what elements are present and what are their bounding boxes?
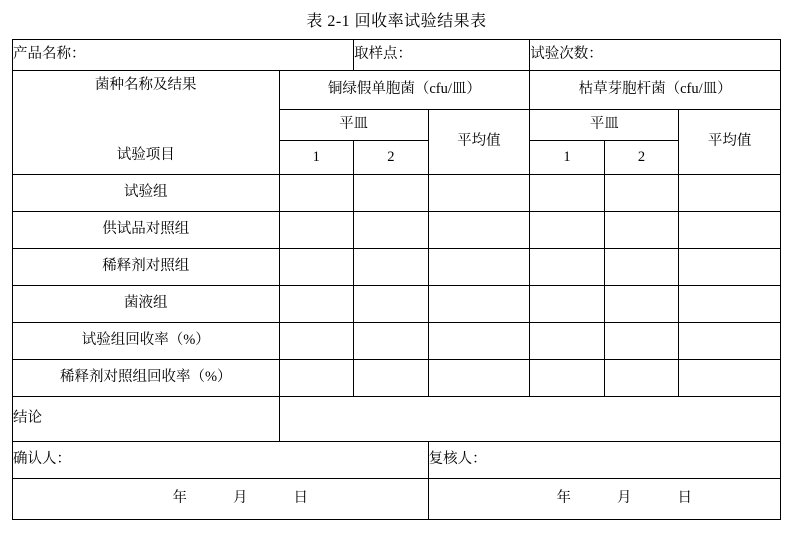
cell-value[interactable]	[604, 360, 679, 397]
cell-value[interactable]	[354, 175, 429, 212]
table-row-conclusion	[13, 397, 781, 442]
group-1-average-label: 平均值	[428, 110, 530, 175]
table-row-signature-dates	[13, 479, 781, 520]
cell-value[interactable]	[679, 360, 781, 397]
cell-value[interactable]	[428, 286, 530, 323]
review-date-year: 年	[556, 490, 572, 507]
review-person-label[interactable]: 复核人：	[428, 442, 780, 479]
group-1-name: 铜绿假单胞菌（cfu/皿）	[279, 71, 530, 110]
confirm-date-day: 日	[293, 490, 309, 507]
cell-value[interactable]	[604, 175, 679, 212]
conclusion-value[interactable]	[279, 397, 780, 442]
cell-value[interactable]	[604, 286, 679, 323]
row-label-bacteria-suspension-group: 菌液组	[13, 286, 280, 323]
cell-value[interactable]	[279, 323, 354, 360]
review-date-day: 日	[677, 490, 693, 507]
cell-value[interactable]	[279, 286, 354, 323]
group-2-plate-label: 平皿	[530, 110, 679, 141]
group-1-plate-col-1: 1	[279, 141, 354, 175]
cell-value[interactable]	[279, 175, 354, 212]
cell-value[interactable]	[679, 212, 781, 249]
group-2-average-label: 平均值	[679, 110, 781, 175]
group-2-name: 枯草芽胞杆菌（cfu/皿）	[530, 71, 781, 110]
table-row	[13, 175, 781, 212]
cell-value[interactable]	[530, 286, 605, 323]
cell-value[interactable]	[530, 323, 605, 360]
cell-value[interactable]	[530, 249, 605, 286]
cell-value[interactable]	[679, 323, 781, 360]
cell-value[interactable]	[679, 175, 781, 212]
table-row	[13, 286, 781, 323]
cell-value[interactable]	[428, 360, 530, 397]
cell-value[interactable]	[530, 175, 605, 212]
cell-value[interactable]	[604, 212, 679, 249]
cell-value[interactable]	[354, 212, 429, 249]
table-container	[0, 39, 793, 520]
cell-value[interactable]	[679, 249, 781, 286]
cell-value[interactable]	[354, 249, 429, 286]
table-row	[13, 323, 781, 360]
row-label-test-group: 试验组	[13, 175, 280, 212]
cell-value[interactable]	[428, 212, 530, 249]
row-label-sample-control-group: 供试品对照组	[13, 212, 280, 249]
cell-value[interactable]	[604, 249, 679, 286]
row-label-diluent-control-recovery: 稀释剂对照组回收率（%）	[13, 360, 280, 397]
review-date-month: 月	[617, 490, 632, 507]
group-2-plate-col-1: 1	[530, 141, 605, 175]
sampling-point-cell[interactable]: 取样点：	[354, 40, 530, 71]
review-date-cell[interactable]	[428, 479, 780, 520]
cell-value[interactable]	[279, 360, 354, 397]
recovery-test-table	[12, 39, 781, 520]
cell-value[interactable]	[428, 249, 530, 286]
cell-value[interactable]	[279, 212, 354, 249]
cell-value[interactable]	[279, 249, 354, 286]
cell-value[interactable]	[354, 286, 429, 323]
cell-value[interactable]	[679, 286, 781, 323]
cell-value[interactable]	[428, 175, 530, 212]
cell-value[interactable]	[530, 360, 605, 397]
corner-header-bottom-label: 试验项目	[116, 146, 175, 163]
cell-value[interactable]	[428, 323, 530, 360]
corner-header-cell	[13, 71, 280, 175]
table-row-signature-labels	[13, 442, 781, 479]
conclusion-label: 结论	[13, 397, 280, 442]
table-row-group-names	[13, 71, 781, 110]
group-1-plate-col-2: 2	[354, 141, 429, 175]
test-count-cell[interactable]: 试验次数：	[530, 40, 781, 71]
cell-value[interactable]	[354, 360, 429, 397]
row-label-test-group-recovery: 试验组回收率（%）	[13, 323, 280, 360]
confirm-person-label[interactable]: 确认人：	[13, 442, 429, 479]
table-title: 表 2-1 回收率试验结果表	[306, 13, 487, 30]
confirm-date-cell[interactable]	[13, 479, 429, 520]
table-row	[13, 212, 781, 249]
table-row-header-info	[13, 40, 781, 71]
confirm-date-month: 月	[233, 490, 248, 507]
group-2-plate-col-2: 2	[604, 141, 679, 175]
row-label-diluent-control-group: 稀释剂对照组	[13, 249, 280, 286]
table-row	[13, 360, 781, 397]
cell-value[interactable]	[604, 323, 679, 360]
table-row	[13, 249, 781, 286]
cell-value[interactable]	[354, 323, 429, 360]
confirm-date-year: 年	[172, 490, 188, 507]
corner-header-top-label: 菌种名称及结果	[95, 77, 197, 93]
group-1-plate-label: 平皿	[279, 110, 428, 141]
cell-value[interactable]	[530, 212, 605, 249]
product-name-cell[interactable]: 产品名称：	[13, 40, 354, 71]
